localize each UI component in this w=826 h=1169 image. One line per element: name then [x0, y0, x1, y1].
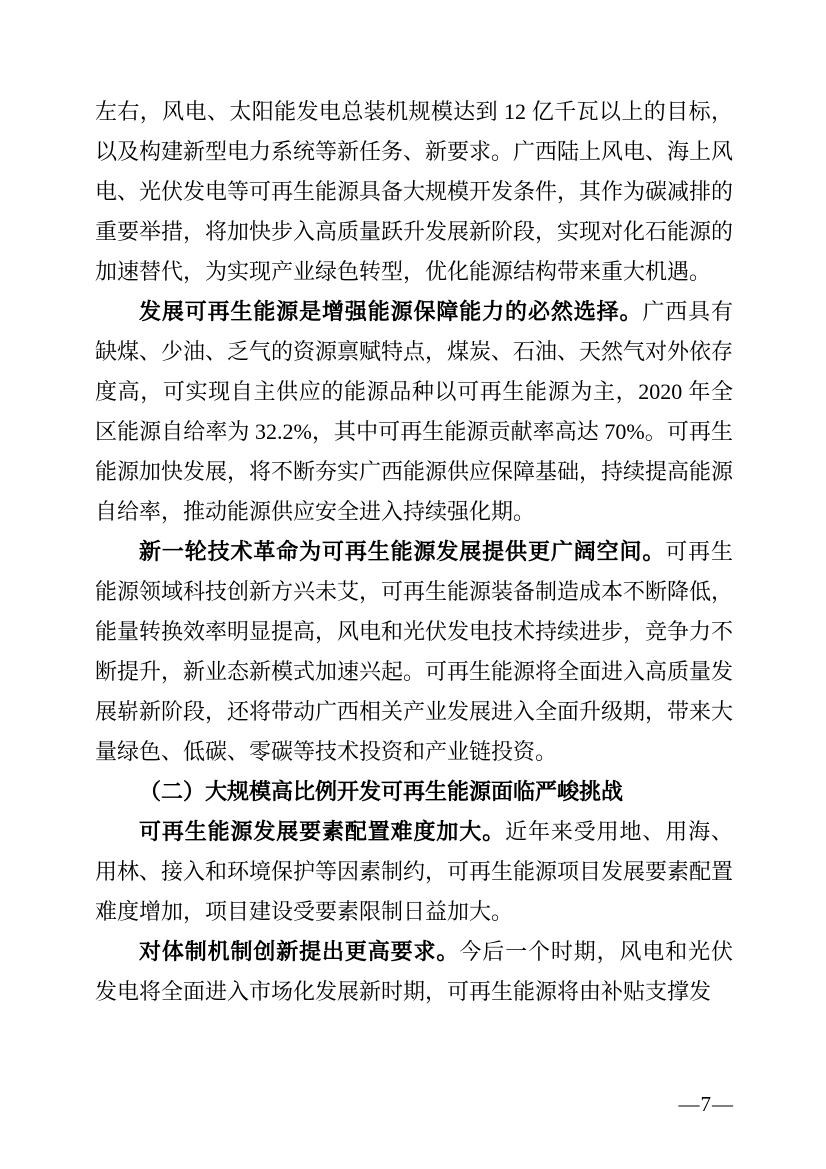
section-heading: [95, 772, 733, 812]
paragraph-text: 今后一个时期，风电和光伏发电将全面进入市场化发展新时期，可再生能源将由补贴支撑发: [95, 939, 733, 1004]
paragraph-lead-bold: 新一轮技术革命为可再生能源发展提供更广阔空间。: [139, 539, 666, 564]
document-body: [95, 92, 733, 1012]
paragraph-text: 广西具有缺煤、少油、乏气的资源禀赋特点，煤炭、石油、天然气对外依存度高，可实现自主供应的能源品种以可再生能源为主，2020 年全区能源自给率为 32.2%，其中可再生能源贡献率高达 70%。可再生能源加快发展，将不断夯实广西能源供应保障基础，持续提高能源自给率，推动能源供应安全进入持续强化期。: [95, 299, 734, 524]
paragraph: [95, 532, 733, 772]
paragraph-text: 左右，风电、太阳能发电总装机规模达到 12 亿千瓦以上的目标，以及构建新型电力系统等新任务、新要求。广西陆上风电、海上风电、光伏发电等可再生能源具备大规模开发条件，其作为碳减排的重要举措，将加快步入高质量跃升发展新阶段，实现对化石能源的加速替代，为实现产业绿色转型，优化能源结构带来重大机遇。: [95, 99, 734, 284]
paragraph-lead-bold: 可再生能源发展要素配置难度加大。: [139, 819, 506, 844]
paragraph: [95, 812, 733, 932]
paragraph-continuation: [95, 92, 733, 292]
paragraph: [95, 292, 733, 532]
section-heading-text: （二）大规模高比例开发可再生能源面临严峻挑战: [139, 779, 624, 804]
paragraph: [95, 932, 733, 1012]
paragraph-text: 可再生能源领域科技创新方兴未艾，可再生能源装备制造成本不断降低，能量转换效率明显提高，风电和光伏发电技术持续进步，竞争力不断提升，新业态新模式加速兴起。可再生能源将全面进入高质量发展崭新阶段，还将带动广西相关产业发展进入全面升级期，带来大量绿色、低碳、零碳等技术投资和产业链投资。: [95, 539, 734, 764]
paragraph-lead-bold: 发展可再生能源是增强能源保障能力的必然选择。: [139, 299, 643, 324]
paragraph-lead-bold: 对体制机制创新提出更高要求。: [139, 939, 460, 964]
page-number: —7—: [678, 1092, 734, 1116]
paragraph-text: 近年来受用地、用海、用林、接入和环境保护等因素制约，可再生能源项目发展要素配置难度增加，项目建设受要素限制日益加大。: [95, 819, 734, 924]
